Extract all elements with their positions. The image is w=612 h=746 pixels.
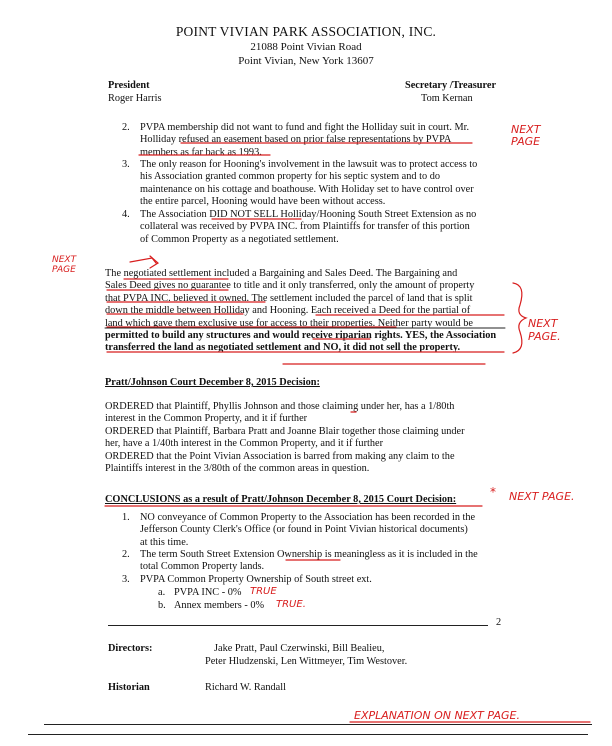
text-line: the entire parcel, Hooning would have been without access. bbox=[140, 196, 386, 208]
text-line: The term South Street Extension Ownership is meaningless as it is included in the bbox=[140, 549, 478, 560]
text-line: total Common Property lands. bbox=[140, 561, 265, 573]
text-line: that PVPA INC. believed it owned. The settlement included the parcel of land that is split bbox=[105, 292, 473, 304]
note-next-page-3: NEXT PAGE. bbox=[509, 490, 575, 503]
directors-row-2: Peter Hludzenski, Len Wittmeyer, Tim Westover. bbox=[205, 656, 408, 667]
directors-row-1: Jake Pratt, Paul Czerwinski, Bill Bealieu, bbox=[214, 643, 385, 654]
org-name: POINT VIVIAN PARK ASSOCIATION, INC. bbox=[175, 24, 437, 39]
text-line: Sales Deed gives no guarantee to title and it only transferred, only the amount of property bbox=[105, 280, 475, 292]
directors-label: Directors: bbox=[108, 643, 153, 654]
list-number: 2. bbox=[122, 122, 130, 133]
text-line: permitted to build any structures and would receive riparian rights. YES, the Association bbox=[105, 330, 497, 342]
note-footer: EXPLANATION ON NEXT PAGE. bbox=[354, 709, 520, 722]
text-line: The negotiated settlement included a Bargaining and Sales Deed. The Bargaining and bbox=[105, 268, 458, 279]
text-line: Jefferson County Clerk's Office (or found in Point Vivian historical documents) bbox=[140, 524, 468, 536]
historian-name: Richard W. Randall bbox=[205, 682, 286, 693]
conclusions-heading: CONCLUSIONS as a result of Pratt/Johnson December 8, 2015 Court Decision: bbox=[105, 494, 457, 505]
text-line: The only reason for Hooning's involvement in the lawsuit was to protect access to bbox=[140, 159, 478, 170]
text-line: at this time. bbox=[140, 536, 189, 548]
president-name: Roger Harris bbox=[108, 93, 162, 104]
subitem-text: PVPA INC - 0% bbox=[174, 587, 242, 598]
text-line: interest in the Common Property, and it if further bbox=[105, 413, 308, 425]
secretary-name: Tom Kernan bbox=[421, 93, 473, 104]
text-line: PVPA Common Property Ownership of South street ext. bbox=[140, 574, 372, 585]
text-line: his Association granted common property for his septic system and to do bbox=[140, 171, 440, 183]
list-number: 4. bbox=[122, 209, 130, 220]
list-number: 3. bbox=[122, 574, 130, 585]
arrow-mark bbox=[130, 258, 156, 263]
subitem-label: a. bbox=[158, 587, 166, 598]
subitem-text: Annex members - 0% bbox=[174, 600, 265, 611]
court-heading: Pratt/Johnson Court December 8, 2015 Decision: bbox=[105, 377, 320, 388]
address-line-2: Point Vivian, New York 13607 bbox=[238, 55, 374, 67]
note-next-page-1: NEXT PAGE bbox=[511, 123, 541, 148]
text-line: her, have a 1/40th interest in the Common Property, and it if further bbox=[105, 438, 384, 450]
asterisk-mark: * bbox=[490, 485, 496, 499]
text-line: The Association DID NOT SELL Holliday/Hooning South Street Extension as no bbox=[140, 209, 477, 220]
arrow-mark bbox=[150, 256, 158, 268]
text-line: transferred the land as negotiated settlement and NO, it did not sell the property. bbox=[105, 342, 461, 354]
text-line: land which gave them exclusive use for access to their properties. Neither party would be bbox=[105, 317, 473, 329]
brace-mark bbox=[513, 283, 526, 353]
text-line: members as far back as 1993. bbox=[140, 146, 262, 158]
text-line: collateral was received by PVPA INC. from Plaintiffs for transfer of this portion bbox=[140, 221, 470, 233]
note-true-b: TRUE. bbox=[276, 599, 306, 610]
secretary-title: Secretary /Treasurer bbox=[405, 80, 497, 91]
page-number: 2 bbox=[496, 617, 502, 628]
text-line: ORDERED that Plaintiff, Phyllis Johnson and those claiming under her, has a 1/80th bbox=[105, 401, 455, 412]
text-line: maintenance on his cottage and boathouse. With Holiday set to have control over bbox=[140, 183, 474, 195]
text-line: of Common Property as a negotiated settlement. bbox=[140, 233, 339, 245]
list-number: 3. bbox=[122, 159, 130, 170]
text-line: Plaintiffs interest in the 3/80th of the common areas in question. bbox=[105, 463, 370, 475]
text-line: Holliday refused an easement based on prior false representations by PVPA bbox=[140, 134, 452, 146]
text-line: PVPA membership did not want to fund and fight the Holliday suit in court. Mr. bbox=[140, 122, 470, 133]
text-line: ORDERED that the Point Vivian Association is barred from making any claim to the bbox=[105, 450, 455, 462]
text-line: down the middle between Holliday and Hooning. Each received a Deed for the partial of bbox=[105, 305, 471, 317]
note-true-a: TRUE bbox=[250, 586, 277, 597]
note-next-page-2: NEXT PAGE. bbox=[528, 317, 561, 343]
text-line: NO conveyance of Common Property to the Association has been recorded in the bbox=[140, 512, 476, 523]
historian-label: Historian bbox=[108, 682, 150, 693]
list-number: 2. bbox=[122, 549, 130, 560]
address-line-1: 21088 Point Vivian Road bbox=[250, 41, 362, 53]
subitem-label: b. bbox=[158, 600, 166, 611]
note-next-page-left: NEXT PAGE bbox=[52, 255, 77, 275]
text-line: ORDERED that Plaintiff, Barbara Pratt and Joanne Blair together those claiming under bbox=[105, 425, 465, 437]
president-title: President bbox=[108, 80, 150, 91]
list-number: 1. bbox=[122, 512, 130, 523]
